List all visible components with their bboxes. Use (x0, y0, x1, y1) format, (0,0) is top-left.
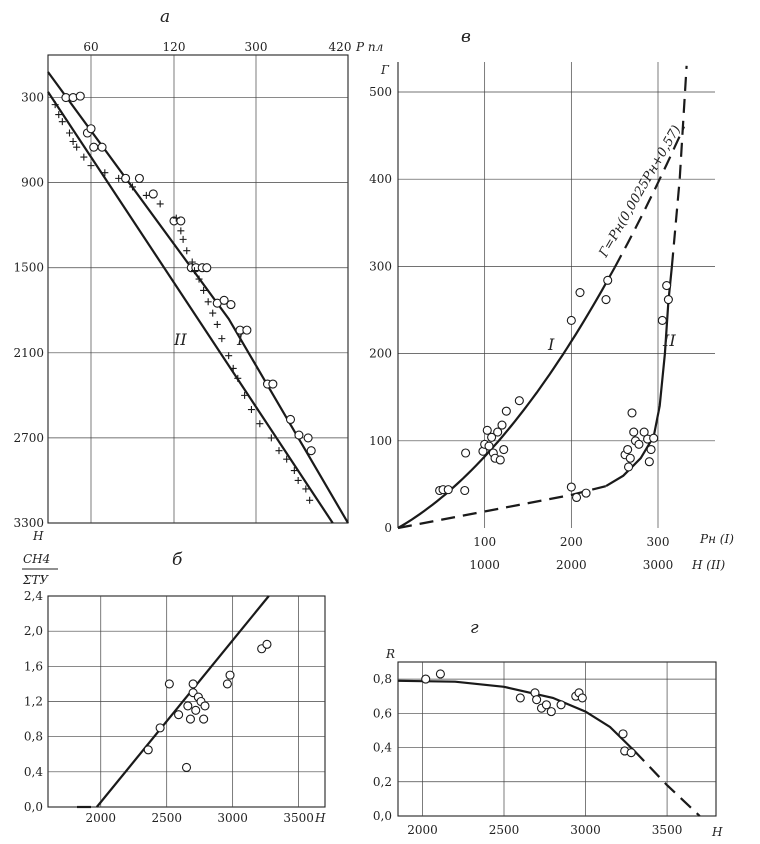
panel-a-left-axis-label: H (33, 529, 44, 543)
panel-a-left-tick: 900 (21, 175, 44, 190)
panel-a-point-II (205, 298, 212, 305)
panel-a-point-I (135, 174, 143, 182)
panel-b-point (186, 715, 194, 723)
panel-g-point (422, 675, 430, 683)
panel-b-point (189, 680, 197, 688)
panel-v-label-II: II (663, 331, 676, 350)
panel-a-point-I (287, 415, 295, 423)
panel-g-y-tick: 0,2 (372, 774, 392, 789)
panel-b-x-tick: 2500 (151, 811, 182, 825)
panel-a-point-II (225, 352, 232, 359)
panel-v-point-I (496, 456, 504, 464)
panel-v-point-I (567, 316, 575, 324)
panel-v-x-top-label: Pн (I) (700, 532, 734, 546)
panel-a-left-tick: 2700 (13, 430, 44, 445)
panel-g-point (619, 730, 627, 738)
panel-g-letter: г (470, 618, 479, 638)
panel-a-point-II (306, 497, 313, 504)
panel-g-point (516, 694, 524, 702)
panel-a-point-I (76, 92, 84, 100)
panel-v-x-bottom-tick: 2000 (556, 558, 587, 572)
panel-v-point-I (462, 449, 470, 457)
panel-a-point-I (87, 125, 95, 133)
panel-v-point-II (625, 463, 633, 471)
panel-g-y-tick: 0,6 (372, 706, 392, 721)
panel-a-point-II (295, 477, 302, 484)
panel-a-point-II (143, 192, 150, 199)
panel-a-point-II (70, 138, 77, 145)
panel-v-point-I (576, 289, 584, 297)
panel-v-point-II (626, 454, 634, 462)
panel-v-point-II (582, 489, 590, 497)
panel-v-point-I (461, 487, 469, 495)
panel-b-y-tick: 2,0 (23, 624, 43, 639)
panel-g-frame (398, 662, 716, 816)
panel-b-letter: б (172, 550, 183, 570)
panel-v-fit-II-extension (672, 66, 687, 267)
panel-g-x-tick: 3000 (570, 823, 601, 837)
panel-b-x-label: H (315, 811, 326, 825)
panel-b-point (144, 746, 152, 754)
panel-a-point-I (227, 301, 235, 309)
panel-a-point-I (243, 326, 251, 334)
panel-b-y-tick: 0,8 (23, 729, 43, 744)
panel-b-point (184, 702, 192, 710)
panel-g-point (547, 708, 555, 716)
panel-b-points (144, 640, 271, 771)
panel-a-point-II (73, 144, 80, 151)
panel-a-point-II (248, 406, 255, 413)
panel-v-y-tick: 100 (369, 433, 392, 448)
panel-v-x-bottom-tick: 3000 (642, 558, 674, 572)
panel-a-point-II (218, 335, 225, 342)
panel-v-point-I (515, 397, 523, 405)
panel-a-left-tick: 3300 (13, 516, 44, 530)
panel-a-point-I (269, 380, 277, 388)
panel-v-point-I (502, 407, 510, 415)
panel-g (373, 618, 723, 839)
panel-b-y-label-den: ΣTУ (23, 573, 49, 587)
panel-a-left-tick: 300 (21, 90, 44, 105)
panel-v-point-I (498, 421, 506, 429)
panel-v-x-top-tick: 100 (473, 535, 497, 549)
panel-g-y-tick: 0,8 (372, 672, 392, 687)
panel-v-point-II (647, 446, 655, 454)
panel-v-point-II (573, 493, 581, 501)
panel-a-point-I (203, 264, 211, 272)
panel-g-y-tick: 0,0 (372, 809, 392, 823)
panel-a-point-II (115, 175, 122, 182)
panel-b-y-tick: 1,6 (23, 659, 43, 674)
panel-v-point-I (602, 296, 610, 304)
panel-g-point (436, 670, 444, 678)
panel-a-point-I (304, 434, 312, 442)
panel-a-top-tick: 120 (162, 40, 186, 54)
panel-v-point-II (635, 440, 643, 448)
panel-a-top-tick: 60 (83, 40, 99, 54)
panel-b-x-tick: 3500 (283, 811, 314, 825)
panel-b-x-tick: 2000 (85, 811, 117, 825)
panel-b-grid (48, 596, 325, 807)
panel-a-point-II (180, 236, 187, 243)
panel-v-y-tick: 500 (369, 85, 392, 99)
panel-v-x-bottom-tick: 1000 (469, 558, 500, 572)
panel-v-point-II (628, 409, 636, 417)
panel-g-y-tick: 0,4 (372, 740, 392, 755)
panel-a-letter: а (160, 7, 171, 27)
panel-v-point-II (663, 282, 671, 290)
panel-b-point (175, 711, 183, 719)
panel-a-point-II (276, 447, 283, 454)
panel-a-point-I (307, 447, 315, 455)
panel-b-point (183, 763, 191, 771)
panel-b-ticks (24, 589, 314, 825)
panel-b-y-tick: 0,0 (23, 800, 43, 814)
panel-g-point (578, 694, 586, 702)
panel-v-y-tick: 400 (369, 172, 392, 187)
panel-v-y-axis-label: Г (381, 63, 389, 77)
panel-v-point-I (500, 446, 508, 454)
panel-b-y-tick: 1,2 (23, 694, 43, 709)
panel-b-x-tick: 3000 (217, 811, 248, 825)
panel-a-point-I (69, 94, 77, 102)
panel-v-point-II (630, 428, 638, 436)
panel-v-point-II (567, 483, 575, 491)
panel-g-point (542, 701, 550, 709)
panel-g-x-tick: 2000 (407, 823, 438, 837)
panel-v-fit-I (398, 268, 615, 529)
panel-a-point-II (256, 420, 263, 427)
panel-v-y-tick: 300 (369, 259, 392, 274)
panel-a-point-II (157, 200, 164, 207)
panel-v-point-II (658, 316, 666, 324)
panel-g-x-tick: 2500 (488, 823, 520, 837)
panel-v-point-II (664, 296, 672, 304)
panel-a-point-II (88, 162, 95, 169)
panel-a-point-I (122, 174, 130, 182)
panel-a-point-II (209, 310, 216, 317)
panel-v-fit-II (606, 266, 672, 486)
panel-a-point-II (66, 130, 73, 137)
panel-g-grid (398, 662, 716, 816)
panel-g-ticks (373, 672, 682, 837)
panel-a-fit-I (48, 72, 348, 523)
panel-b-point (201, 702, 209, 710)
panel-b-y-label-num: CH4 (23, 552, 51, 566)
panel-a-point-I (149, 190, 157, 198)
panel-v-x-top-tick: 200 (559, 535, 583, 549)
panel-a-left-tick: 2100 (13, 345, 44, 360)
panel-a-top-tick: 300 (244, 40, 268, 54)
panel-g-point (627, 749, 635, 757)
panel-b-point (200, 715, 208, 723)
panel-a-top-axis-label: P пл (356, 40, 384, 54)
panel-v-y-tick: 200 (369, 346, 392, 361)
panel-a-ticks (13, 40, 351, 530)
panel-b-y-tick: 0,4 (23, 764, 43, 779)
panel-a-top-tick: 420 (328, 40, 352, 54)
panel-g-x-tick: 3500 (651, 823, 683, 837)
panel-a-label-I: I (237, 330, 244, 349)
panel-a-point-I (295, 431, 303, 439)
panel-a-point-II (230, 365, 237, 372)
panel-a-point-II (177, 227, 184, 234)
panel-a-label-II: II (174, 330, 187, 349)
panel-b-point (263, 640, 271, 648)
panel-a-point-II (80, 154, 87, 161)
panel-g-x-label: H (712, 825, 723, 839)
panel-b-point (192, 706, 200, 714)
panel-a-point-I (90, 143, 98, 151)
panel-g-y-label: R (386, 647, 396, 661)
panel-v-formula: Г=Pн(0,0025Pн+0,57) (596, 122, 685, 260)
panel-v-x-bottom-label: H (II) (692, 558, 726, 572)
panel-v-point-II (650, 434, 658, 442)
panel-v-point-I (604, 276, 612, 284)
panel-v-points (436, 276, 673, 501)
panel-b-point (156, 724, 164, 732)
panel-a-point-I (98, 143, 106, 151)
panel-a (13, 7, 383, 543)
panel-a-left-tick: 1500 (13, 260, 44, 275)
panel-a-fit-lines (48, 72, 348, 523)
panel-b-point (165, 680, 173, 688)
panel-v-y-tick: 0 (384, 521, 392, 535)
panel-v-point-II (645, 458, 653, 466)
panel-b-point (226, 671, 234, 679)
panel-a-point-II (214, 321, 221, 328)
panel-g-point (557, 701, 565, 709)
panel-g-point (533, 696, 541, 704)
panel-v-x-top-tick: 300 (646, 535, 670, 549)
panel-v-letter: в (461, 27, 471, 47)
panel-a-point-II (183, 247, 190, 254)
panel-b-y-tick: 2,4 (23, 589, 43, 603)
panel-v-point-I (444, 486, 452, 494)
panel-g-fit-line (398, 681, 635, 751)
panel-b (22, 550, 326, 825)
panel-v-point-II (624, 446, 632, 454)
panel-v-ticks (369, 85, 673, 572)
panel-v-fit-lines (398, 66, 687, 528)
panel-v (369, 27, 734, 572)
panel-v-label-I: I (548, 335, 555, 354)
panel-b-point (223, 680, 231, 688)
